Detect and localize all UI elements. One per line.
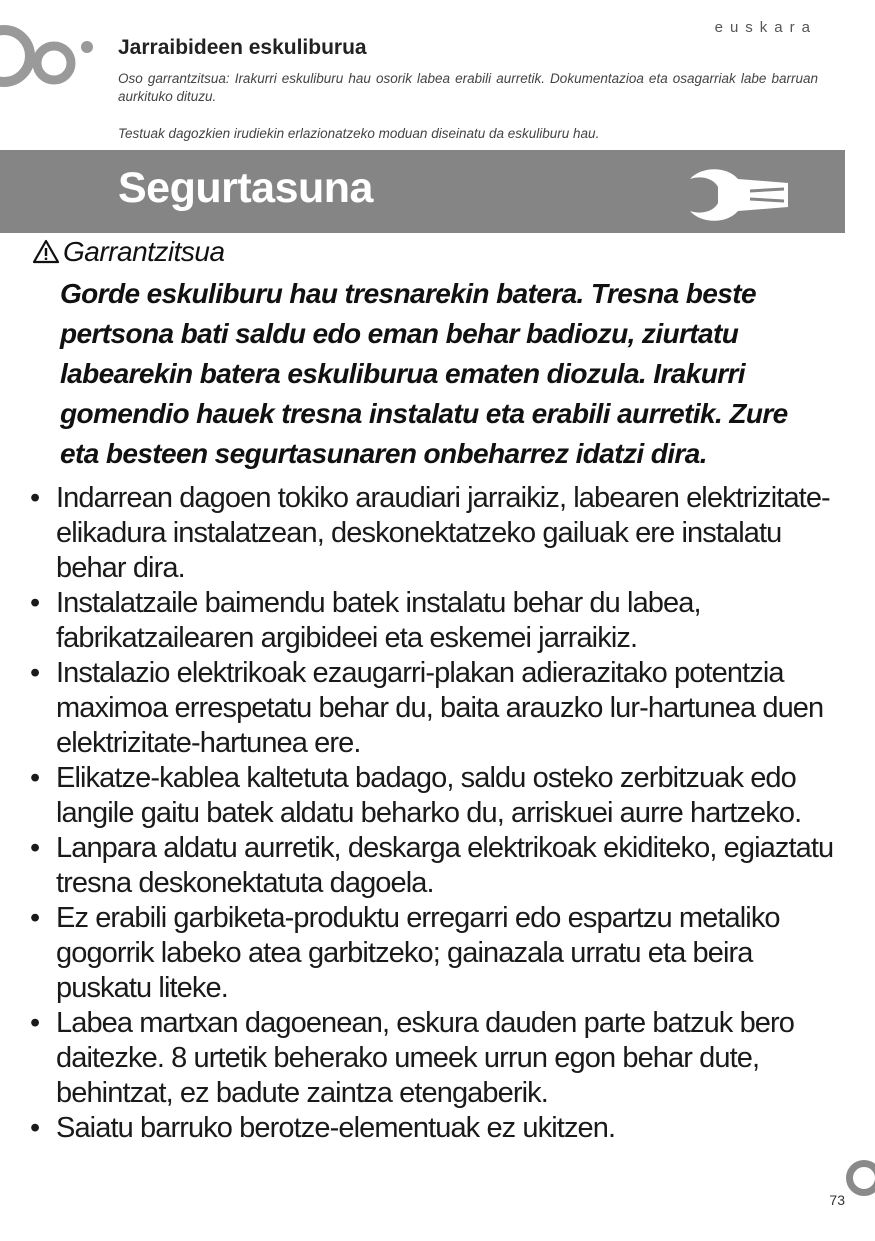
bullet: • — [30, 762, 40, 794]
list-item — [30, 831, 850, 901]
list-item — [30, 1006, 850, 1111]
bullet: • — [30, 1112, 40, 1144]
list-item — [30, 901, 850, 1006]
section-banner — [0, 150, 845, 233]
list-item — [30, 1111, 850, 1146]
rule-text: Instalazio elektrikoak ezaugarri-plakan adierazitako potentzia maximoa errespetatu behar du, baita arauzko lur-hartunea duen elektrizitate-hartunea ere. — [56, 657, 824, 759]
guide-title: Jarraibideen eskuliburua — [118, 36, 367, 59]
warning-text: Gorde eskuliburu hau tresnarekin batera. Tresna beste pertsona bati saldu edo eman behar badiozu, ziurtatu labearekin batera eskuliburua ematen diozula. Irakurri gomendio hauek tresna instalatu eta erabili aurretik. Zure eta besteen segurtasunaren onbeharrez idatzi dira. — [60, 278, 788, 469]
page-number: 73 — [829, 1192, 845, 1208]
bullet: • — [30, 482, 40, 514]
rule-text: Instalatzaile baimendu batek instalatu behar du labea, fabrikatzailearen argibideei eta eskemei jarraikiz. — [56, 587, 701, 654]
rule-text: Elikatze-kablea kaltetuta badago, saldu osteko zerbitzuak edo langile gaitu batek aldatu beharko du, arriskuei aurre hartzeko. — [56, 762, 802, 829]
warning-label: Garrantzitsua — [63, 236, 225, 267]
list-item — [30, 761, 850, 831]
bullet: • — [30, 832, 40, 864]
safety-rules-list — [30, 481, 850, 1146]
rule-text: Labea martxan dagoenean, eskura dauden parte batzuk bero daitezke. 8 urtetik beherako umeek urrun egon behar dute, behintzat, ez badute zaintza etengaberik. — [56, 1007, 795, 1109]
warning-triangle-icon — [32, 239, 60, 265]
list-item — [30, 481, 850, 586]
brand-logo — [0, 18, 97, 96]
corner-ring-decoration — [846, 1160, 875, 1196]
bullet: • — [30, 587, 40, 619]
wrench-icon — [688, 165, 792, 225]
section-title: Segurtasuna — [118, 164, 373, 212]
rule-text: Indarrean dagoen tokiko araudiari jarraikiz, labearen elektrizitate-elikadura instalatzean, deskonektatzeko gailuak ere instalatu behar dira. — [56, 482, 830, 584]
rule-text: Ez erabili garbiketa-produktu erregarri edo espartzu metaliko gogorrik labeko atea garbitzeko; gainazala urratu eta beira puskatu liteke. — [56, 902, 780, 1004]
intro-text: Oso garrantzitsua: Irakurri eskuliburu hau osorik labea erabili aurretik. Dokumentazioa eta osagarriak labe barruan aurkituko dituzu. — [118, 71, 818, 104]
bullet: • — [30, 657, 40, 689]
rule-text: Saiatu barruko berotze-elementuak ez ukitzen. — [56, 1112, 616, 1144]
design-note: Testuak dagozkien irudiekin erlazionatzeko moduan diseinatu da eskuliburu hau. — [118, 126, 600, 141]
list-item — [30, 586, 850, 656]
warning-heading — [32, 236, 225, 268]
list-item — [30, 656, 850, 761]
bullet: • — [30, 1007, 40, 1039]
language-label: euskara — [714, 19, 817, 36]
rule-text: Lanpara aldatu aurretik, deskarga elektrikoak ekiditeko, egiaztatu tresna deskonektatuta dagoela. — [56, 832, 834, 899]
bullet: • — [30, 902, 40, 934]
